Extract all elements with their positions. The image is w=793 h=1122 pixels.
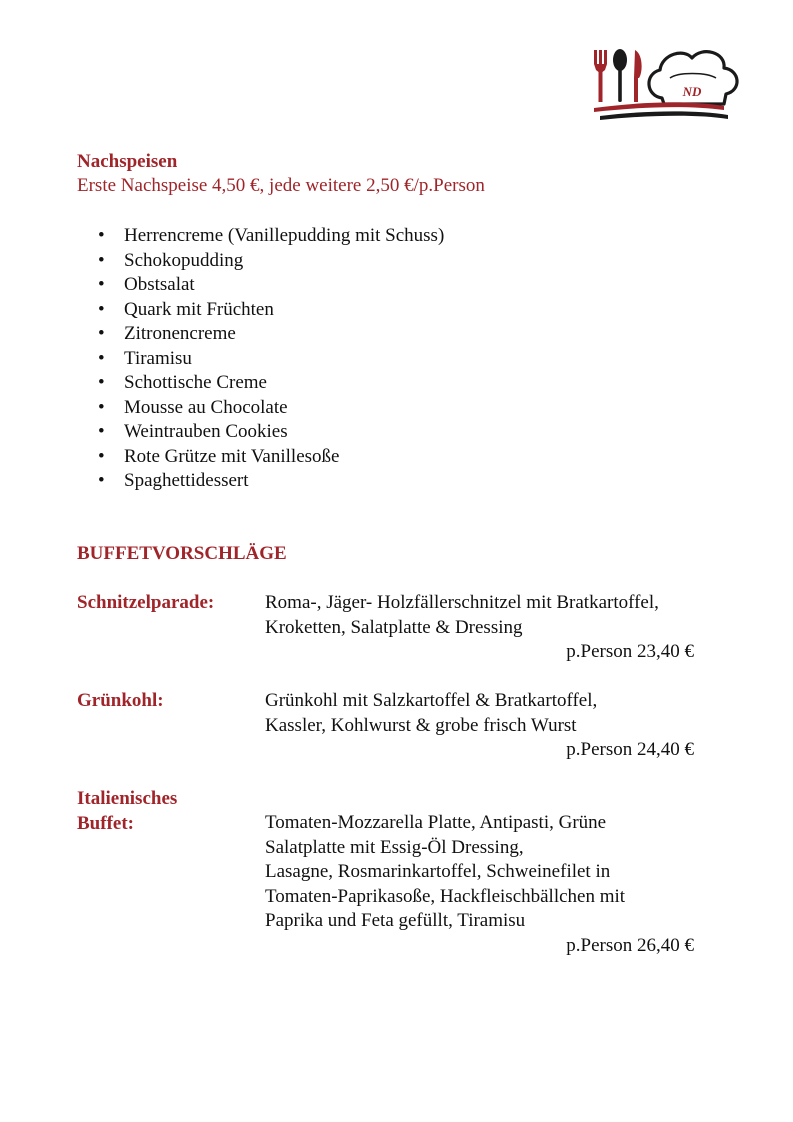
- list-item: • Spaghettidessert: [77, 469, 444, 494]
- logo-initials: ND: [682, 84, 702, 99]
- offer-description: Tomaten-Mozzarella Platte, Antipasti, Grüne Salatplatte mit Essig-Öl Dressing, Lasagne, Rosmarinkartoffel, Schweinefilet in Tomaten-Paprikasoße, Hackfleischbällchen mit Paprika und Feta gefüllt, Tiramisu: [265, 812, 626, 931]
- logo-swoosh: [594, 102, 728, 120]
- offer-label: Schnitzelparade:: [77, 592, 215, 613]
- offer-price: p.Person 24,40 €: [566, 739, 694, 760]
- spoon-icon: [613, 49, 627, 102]
- bullet-icon: •: [98, 323, 105, 344]
- bullet-icon: •: [98, 274, 105, 295]
- list-item: • Rote Grütze mit Vanillesoße: [77, 445, 444, 470]
- knife-icon: [634, 50, 642, 102]
- list-item: • Zitronencreme: [77, 322, 444, 347]
- bullet-icon: •: [98, 225, 105, 246]
- bullet-icon: •: [98, 421, 105, 442]
- buffet-title: BUFFETVORSCHLÄGE: [77, 543, 287, 564]
- bullet-icon: •: [98, 445, 105, 467]
- list-item: • Herrencreme (Vanillepudding mit Schuss): [77, 224, 444, 249]
- list-item: • Obstsalat: [77, 273, 444, 298]
- offer-description: Grünkohl mit Salzkartoffel & Bratkartoffel, Kassler, Kohlwurst & grobe frisch Wurst: [265, 690, 598, 736]
- list-item: • Mousse au Chocolate: [77, 396, 444, 421]
- offer-description: Roma-, Jäger- Holzfällerschnitzel mit Bratkartoffel, Kroketten, Salatplatte & Dressing: [265, 592, 659, 638]
- restaurant-logo: [588, 44, 744, 124]
- offer-price: p.Person 26,40 €: [566, 935, 694, 956]
- offer-label: Grünkohl:: [77, 690, 164, 711]
- dessert-pricing: Erste Nachspeise 4,50 €, jede weitere 2,50 €/p.Person: [77, 175, 485, 196]
- bullet-icon: •: [98, 396, 105, 418]
- bullet-icon: •: [98, 372, 105, 393]
- bullet-icon: •: [98, 470, 105, 491]
- bullet-icon: •: [98, 298, 105, 320]
- list-item: • Schottische Creme: [77, 371, 444, 396]
- dessert-list: [77, 224, 444, 494]
- bullet-icon: •: [98, 249, 105, 271]
- list-item: • Quark mit Früchten: [77, 298, 444, 323]
- offer-price: p.Person 23,40 €: [566, 641, 694, 662]
- offer-label: Italienisches Buffet:: [77, 788, 178, 834]
- list-item: • Weintrauben Cookies: [77, 420, 444, 445]
- list-item: • Tiramisu: [77, 347, 444, 372]
- fork-icon: [594, 50, 607, 102]
- dessert-title: Nachspeisen: [77, 151, 178, 172]
- bullet-icon: •: [98, 347, 105, 369]
- list-item: • Schokopudding: [77, 249, 444, 274]
- chef-hat-icon: [649, 52, 737, 104]
